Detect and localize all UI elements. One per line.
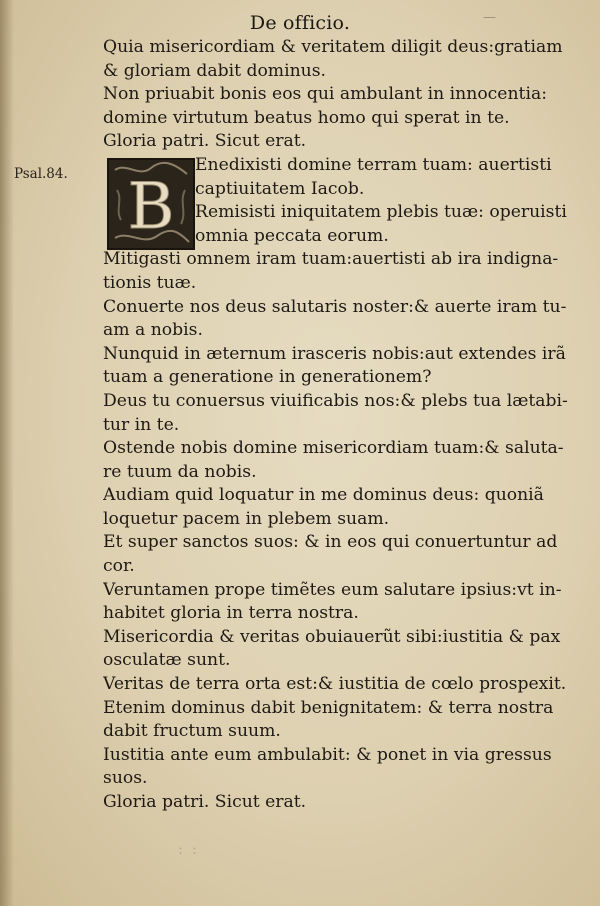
verse-line: Mitigasti omnem iram tuam:auertisti ab ira indigna- bbox=[103, 249, 559, 270]
verse-line: Etenim dominus dabit benignitatem: & terra nostra bbox=[103, 697, 554, 718]
verse-line: am a nobis. bbox=[103, 320, 203, 341]
margin-note-psalm: Psal.84. bbox=[14, 166, 68, 182]
verse bbox=[103, 130, 573, 154]
verse bbox=[103, 579, 573, 626]
verse-line: tuam a generatione in generationem? bbox=[103, 367, 432, 388]
verse-line: cor. bbox=[103, 556, 135, 577]
verse bbox=[103, 673, 573, 697]
verse-line: Iustitia ante eum ambulabit: & ponet in via gressus bbox=[103, 744, 552, 765]
verse bbox=[103, 154, 573, 201]
verse-line: Quia misericordiam & veritatem diligit deus:gratiam bbox=[103, 37, 563, 57]
verse-line: omnia peccata eorum. bbox=[195, 225, 389, 246]
verse bbox=[103, 343, 573, 390]
verse-line: Et super sanctos suos: & in eos qui conuertuntur ad bbox=[103, 532, 558, 553]
psalm-text bbox=[103, 36, 573, 815]
verse-line: Enedixisti domine terram tuam: auertisti bbox=[195, 154, 552, 175]
verse bbox=[103, 744, 573, 791]
verse-line: Nunquid in æternum irasceris nobis:aut extendes irã bbox=[103, 343, 566, 364]
verse-line: Non priuabit bonis eos qui ambulant in innocentia: bbox=[103, 84, 547, 105]
verse-line: Conuerte nos deus salutaris noster:& auerte iram tu- bbox=[103, 296, 567, 317]
verse bbox=[103, 437, 573, 484]
verse bbox=[103, 531, 573, 578]
verse-line: Gloria patri. Sicut erat. bbox=[103, 792, 307, 812]
verse-line: Veritas de terra orta est:& iustitia de cœlo prospexit. bbox=[103, 674, 567, 695]
verse bbox=[103, 791, 573, 815]
running-head: De officio. bbox=[249, 12, 351, 34]
verse bbox=[103, 296, 573, 343]
verse bbox=[103, 697, 573, 744]
verse-line: & gloriam dabit dominus. bbox=[103, 60, 327, 81]
verse-line: captiuitatem Iacob. bbox=[195, 178, 365, 199]
verse bbox=[103, 36, 573, 83]
verse-line: loquetur pacem in plebem suam. bbox=[103, 508, 390, 529]
page-gutter-shadow bbox=[0, 0, 14, 906]
verse-line: Audiam quid loquatur in me dominus deus: quoniã bbox=[103, 485, 544, 506]
footer-show-through: : : bbox=[178, 840, 199, 858]
verse-line: re tuum da nobis. bbox=[103, 461, 257, 482]
verse-line: habitet gloria in terra nostra. bbox=[103, 603, 359, 624]
verse-line: tur in te. bbox=[103, 414, 180, 435]
verse bbox=[103, 484, 573, 531]
verse-line: Ostende nobis domine misericordiam tuam:& saluta- bbox=[103, 438, 564, 459]
verse bbox=[103, 390, 573, 437]
corner-mark: — bbox=[483, 10, 496, 25]
verse-line: Veruntamen prope timẽtes eum salutare ipsius:vt in- bbox=[103, 579, 562, 600]
verse-line: dabit fructum suum. bbox=[103, 721, 281, 742]
verse bbox=[103, 626, 573, 673]
verse-line: osculatæ sunt. bbox=[103, 650, 231, 671]
verse-line: domine virtutum beatus homo qui sperat in te. bbox=[103, 107, 510, 128]
verse-line: tionis tuæ. bbox=[103, 272, 197, 293]
verse-line: suos. bbox=[103, 768, 148, 789]
verse-line: Remisisti iniquitatem plebis tuæ: operuisti bbox=[195, 202, 567, 223]
verse bbox=[103, 83, 573, 130]
drop-cap-letter: B bbox=[127, 170, 175, 244]
verse bbox=[103, 201, 573, 248]
verse bbox=[103, 248, 573, 295]
verse-line: Misericordia & veritas obuiauerũt sibi:iustitia & pax bbox=[103, 626, 561, 647]
verse-line: Deus tu conuersus viuificabis nos:& plebs tua lætabi- bbox=[103, 390, 568, 411]
verse-line: Gloria patri. Sicut erat. bbox=[103, 131, 307, 152]
